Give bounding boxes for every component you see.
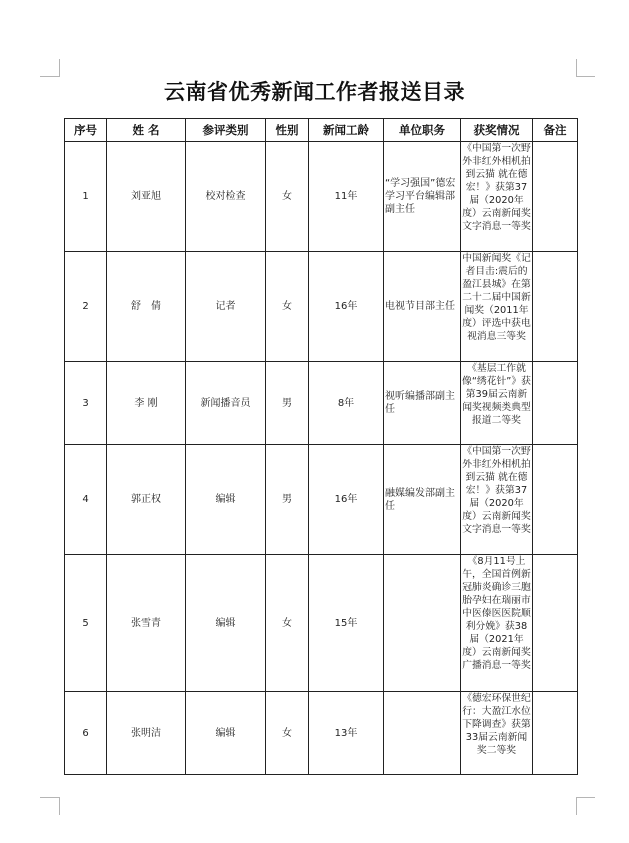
cell-index: 3: [65, 362, 107, 445]
cell-position: 融媒编发部副主任: [384, 445, 461, 555]
cell-category: 校对检查: [186, 142, 266, 252]
header-note: 备注: [533, 119, 578, 142]
header-years: 新闻工龄: [309, 119, 384, 142]
header-award: 获奖情况: [461, 119, 533, 142]
cell-position: 电视节目部主任: [384, 252, 461, 362]
cell-gender: 男: [266, 362, 309, 445]
cell-name: 李 刚: [107, 362, 186, 445]
cell-gender: 女: [266, 555, 309, 692]
cell-award: 《8月11号上午，全国首例新冠肺炎确诊三胞胎孕妇在瑞丽市中医傣医医院顺利分娩》获38届（2021年度）云南新闻奖广播消息一等奖: [461, 555, 533, 692]
cell-position: “学习强国”德宏学习平台编辑部副主任: [384, 142, 461, 252]
cell-note: [533, 142, 578, 252]
cell-years: 16年: [309, 445, 384, 555]
cell-index: 2: [65, 252, 107, 362]
header-position: 单位职务: [384, 119, 461, 142]
cell-award: 《德宏环保世纪行：大盈江水位下降调查》获第33届云南新闻奖二等奖: [461, 692, 533, 775]
cell-category: 编辑: [186, 692, 266, 775]
roster-table: [64, 118, 578, 775]
cell-position: [384, 555, 461, 692]
cell-gender: 男: [266, 445, 309, 555]
cell-name: 张雪青: [107, 555, 186, 692]
header-name: 姓 名: [107, 119, 186, 142]
cell-award: 《基层工作就像“绣花针”》获第39届云南新闻奖视频类典型报道二等奖: [461, 362, 533, 445]
cell-years: 8年: [309, 362, 384, 445]
cell-category: 记者: [186, 252, 266, 362]
cell-name: 舒 倩: [107, 252, 186, 362]
table-row: [65, 555, 578, 692]
cell-name: 郭正权: [107, 445, 186, 555]
table-row: [65, 142, 578, 252]
table-row: [65, 362, 578, 445]
cell-note: [533, 692, 578, 775]
cell-name: 张明洁: [107, 692, 186, 775]
cell-index: 6: [65, 692, 107, 775]
cell-note: [533, 362, 578, 445]
cell-years: 16年: [309, 252, 384, 362]
cell-gender: 女: [266, 142, 309, 252]
cell-index: 4: [65, 445, 107, 555]
cell-gender: 女: [266, 692, 309, 775]
table-row: [65, 252, 578, 362]
cell-award: 中国新闻奖《记者目击:震后的盈江县城》在第二十二届中国新闻奖（2011年度）评选中获电视消息三等奖: [461, 252, 533, 362]
cell-position: 视听编播部副主任: [384, 362, 461, 445]
cell-award: 《中国第一次野外非红外相机拍到云猫 就在德宏！》获第37届（2020年度）云南新闻奖文字消息一等奖: [461, 445, 533, 555]
cell-name: 刘亚旭: [107, 142, 186, 252]
cell-category: 新闻播音员: [186, 362, 266, 445]
cell-note: [533, 252, 578, 362]
header-gender: 性别: [266, 119, 309, 142]
cell-index: 5: [65, 555, 107, 692]
cell-position: [384, 692, 461, 775]
cell-note: [533, 555, 578, 692]
header-index: 序号: [65, 119, 107, 142]
table-row: [65, 445, 578, 555]
table-row: [65, 692, 578, 775]
page-title: 云南省优秀新闻工作者报送目录: [164, 79, 465, 104]
cell-years: 13年: [309, 692, 384, 775]
cell-gender: 女: [266, 252, 309, 362]
cell-years: 15年: [309, 555, 384, 692]
cell-note: [533, 445, 578, 555]
cell-category: 编辑: [186, 445, 266, 555]
cell-years: 11年: [309, 142, 384, 252]
header-category: 参评类别: [186, 119, 266, 142]
header-row: [65, 119, 578, 142]
cell-award: 《中国第一次野外非红外相机拍到云猫 就在德宏！》获第37届（2020年度）云南新闻奖文字消息一等奖: [461, 142, 533, 252]
cell-index: 1: [65, 142, 107, 252]
cell-category: 编辑: [186, 555, 266, 692]
